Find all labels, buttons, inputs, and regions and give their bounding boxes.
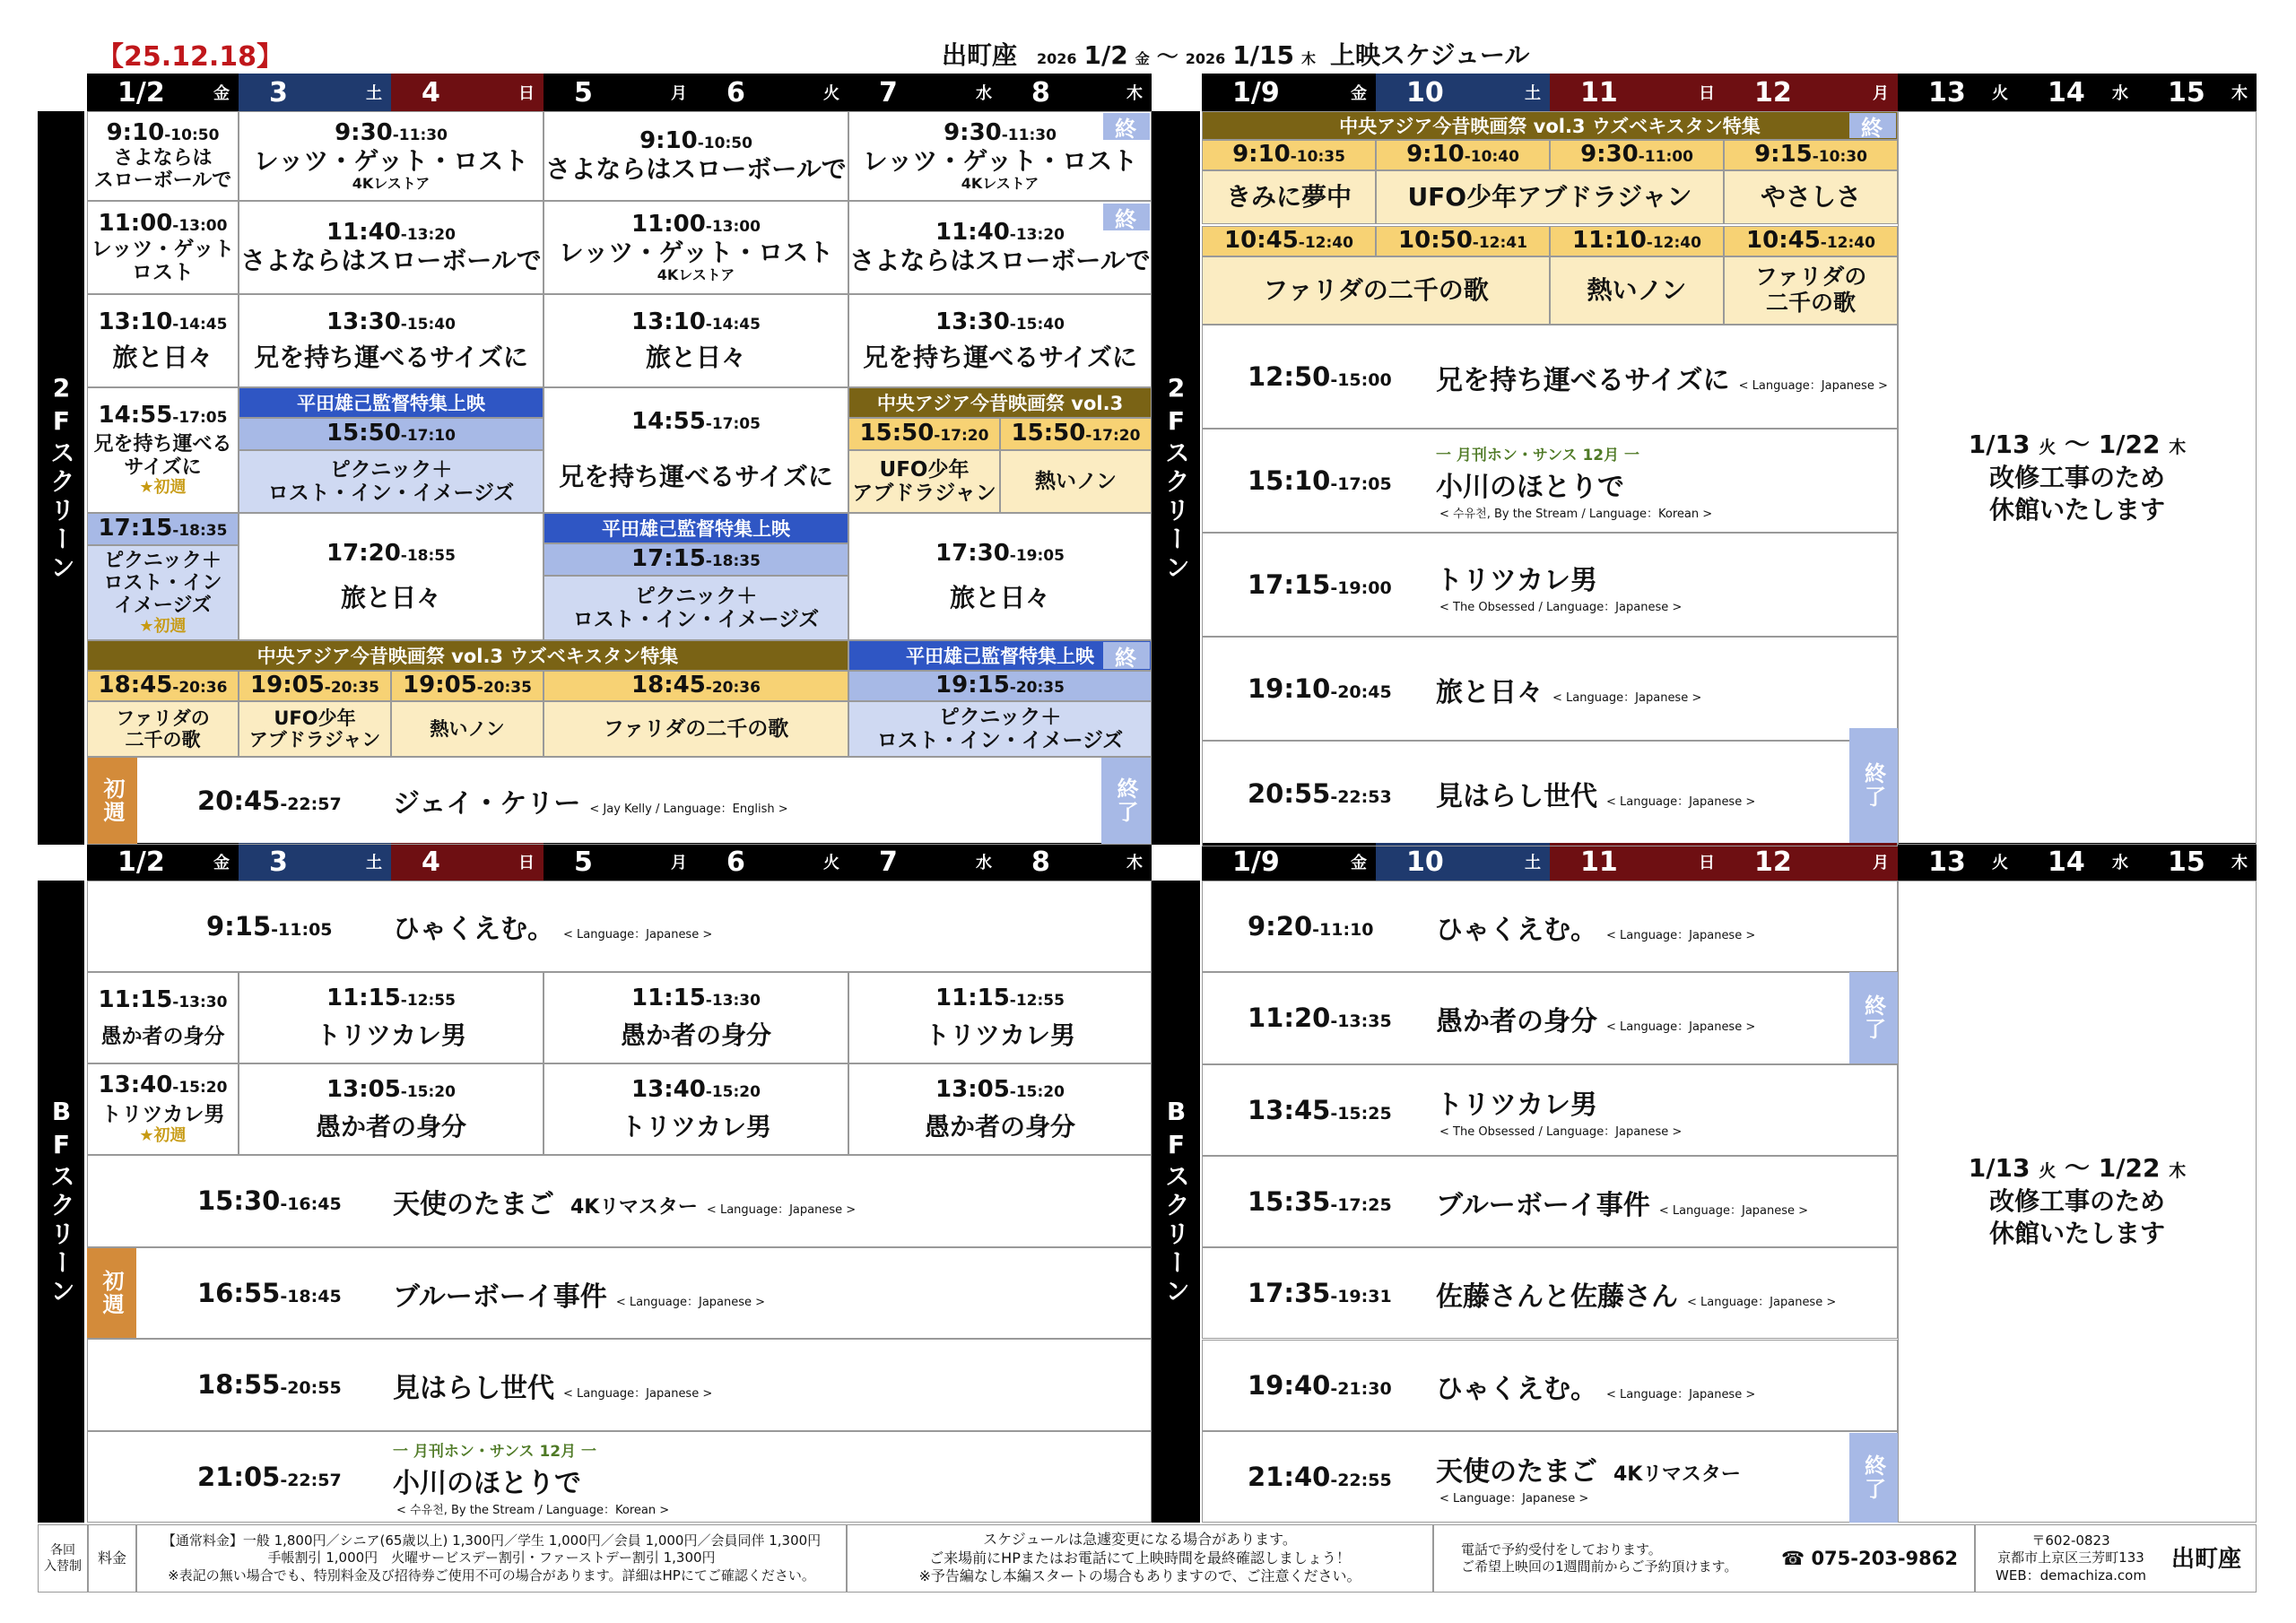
- showing-time: 15:35-17:25: [1248, 1186, 1392, 1218]
- day-header-cell: [1202, 843, 1376, 881]
- showing-cell: [848, 701, 1152, 757]
- showing-time: 17:15-18:35: [87, 513, 239, 545]
- day-header-cell: [544, 74, 696, 111]
- end-badge: 終了: [1849, 972, 1898, 1063]
- showing-cell: きみに夢中: [1202, 170, 1376, 224]
- day-header-cell: [2137, 843, 2257, 881]
- weekday: 木: [1126, 84, 1143, 103]
- showing-cell: [391, 701, 544, 757]
- showing-time: 19:15-20:35: [848, 671, 1152, 701]
- language-note: < The Obsessed / Language：Japanese >: [1439, 1125, 1683, 1140]
- movie-info: [1436, 1065, 1682, 1157]
- showing-time: 18:45-20:36: [544, 671, 848, 701]
- showing-row: [87, 1339, 1152, 1431]
- language-note: < Language：Japanese >: [1606, 795, 1756, 809]
- day-number: 14: [2048, 76, 2085, 108]
- weekday: 火: [823, 854, 839, 872]
- showing-time: 18:45-20:36: [87, 671, 239, 701]
- central-asia-festival-bar: 中央アジア今昔映画祭 vol.3 ウズベキスタン特集: [1202, 111, 1898, 140]
- day-header-cell: [1202, 74, 1376, 111]
- showing-row: [1202, 429, 1898, 533]
- day-header-cell: [1376, 843, 1550, 881]
- hirata-festival-bar: 平田雄己監督特集上映: [848, 640, 1152, 671]
- showing-cell: UFO少年 アブドラジャン: [848, 450, 1000, 513]
- movie-info: [393, 1340, 712, 1432]
- format-label: 4Kリマスター: [570, 1196, 698, 1219]
- day-number: 1/9: [1232, 76, 1280, 108]
- weekday: 金: [213, 84, 230, 103]
- movie-title: 佐藤さんと佐藤さん < Language：Japanese >: [1436, 1281, 1837, 1314]
- showing-row: [1202, 1247, 1898, 1339]
- showing-time: 21:05-22:57: [197, 1461, 342, 1492]
- day-number: 8: [1031, 76, 1050, 108]
- weekday: 火: [1992, 854, 2008, 872]
- weekday: 火: [823, 84, 839, 103]
- day-header-cell: [239, 74, 391, 111]
- day-number: 5: [574, 76, 593, 108]
- language-note: < Language：Japanese >: [1687, 1296, 1837, 1310]
- central-asia-festival-bar: 中央アジア今昔映画祭 vol.3 ウズベキスタン特集: [87, 640, 848, 671]
- showing-row: [87, 1247, 1152, 1340]
- day-header-cell: [1724, 74, 1898, 111]
- movie-title: ファリダの 二千の歌: [116, 707, 210, 751]
- showing-cell: 14:55-17:05 兄を持ち運べるサイズに: [544, 387, 848, 513]
- movie-info: [1436, 1157, 1808, 1248]
- day-number: 10: [1406, 76, 1444, 108]
- language-note: < 수유천, By the Stream / Language：Korean >: [396, 1503, 670, 1517]
- movie-title: 熱いノン: [430, 717, 505, 740]
- showing-time: 10:45-12:40: [1724, 226, 1898, 256]
- weekday: 月: [1873, 854, 1889, 872]
- language-note: < Language：Japanese >: [615, 1295, 766, 1309]
- end-badge: 終了: [1849, 1433, 1898, 1523]
- showing-cell: 13:05-15:20 愚か者の身分: [239, 1063, 544, 1155]
- showing-row: [1202, 1064, 1898, 1156]
- showing-time: 11:10-12:40: [1550, 226, 1724, 256]
- day-header-cell: [848, 74, 1001, 111]
- showing-cell: 17:30-19:05 旅と日々: [848, 513, 1152, 640]
- day-number: 13: [1928, 76, 1966, 108]
- showing-time: 15:50-17:20: [848, 418, 1000, 450]
- movie-title: トリツカレ男: [1436, 564, 1597, 596]
- showing-row: [1202, 741, 1898, 846]
- showing-cell: 11:15-12:55 トリツカレ男: [848, 972, 1152, 1063]
- language-note: < Language：Japanese >: [1738, 379, 1888, 393]
- showing-cell: 11:15-12:55 トリツカレ男: [239, 972, 544, 1063]
- showing-time: 12:50-15:00: [1248, 361, 1392, 392]
- showing-time: 21:40-22:55: [1248, 1461, 1392, 1492]
- movie-title: 兄を持ち運べるサイズに < Language：Japanese >: [1436, 365, 1888, 396]
- showing-time: 9:10-10:40: [1376, 140, 1550, 170]
- showing-cell: 11:40-13:20 さよならはスローボールで: [239, 201, 544, 294]
- showing-time: 9:10-10:35: [1202, 140, 1376, 170]
- day-number: 5: [574, 846, 593, 878]
- movie-info: [1436, 973, 1755, 1064]
- showing-time: 19:40-21:30: [1248, 1369, 1392, 1401]
- date-code: 【25.12.18】: [97, 41, 284, 73]
- movie-info: [393, 1432, 669, 1524]
- showing-row: [1202, 1156, 1898, 1247]
- language-note: < Language：Japanese >: [1606, 929, 1756, 943]
- screen-label-bf-left: BFスクリーン: [38, 881, 84, 1523]
- showing-row: 初週 20:45-22:57 ジェイ・ケリー < Jay Kelly / Language：English > 終了: [87, 757, 1152, 845]
- showing-cell: 14:55-17:05 兄を持ち運べる サイズに ★初週: [87, 387, 239, 513]
- day-number: 10: [1406, 846, 1444, 878]
- end-badge: 終: [1103, 204, 1150, 230]
- language-note: < Language：Japanese >: [1606, 1387, 1756, 1402]
- movie-title: UFO少年 アブドラジャン: [248, 707, 381, 751]
- showing-time: 9:30-11:00: [1550, 140, 1724, 170]
- movie-title: ブルーボーイ事件 < Language：Japanese >: [393, 1280, 766, 1313]
- day-number: 15: [2168, 846, 2205, 878]
- movie-info: [1436, 1248, 1836, 1340]
- showing-row: [87, 1155, 1152, 1247]
- showing-row: [1202, 637, 1898, 741]
- day-number: 3: [269, 846, 288, 878]
- showing-time: 13:45-15:25: [1248, 1094, 1392, 1125]
- showing-time: 17:15-18:35: [544, 543, 848, 576]
- website-link[interactable]: WEB：demachiza.com: [1996, 1567, 2146, 1584]
- closed-notice: 1/13 火 〜 1/22 木 改修工事のため 休館いたします: [1898, 111, 2257, 845]
- movie-title: ひゃくえむ。 < Language：Japanese >: [1436, 1373, 1756, 1405]
- showing-cell: 11:40-13:20 さよならはスローボールで: [848, 201, 1152, 294]
- movie-title: 小川のほとりで: [1436, 472, 1624, 503]
- weekday: 日: [518, 854, 535, 872]
- first-week-badge: 初週: [88, 758, 137, 844]
- day-number: 12: [1754, 76, 1792, 108]
- series-label: 一 月刊ホン・サンス 12月 一: [1436, 447, 1640, 464]
- hirata-festival-bar: 平田雄己監督特集上映: [544, 513, 848, 543]
- day-header-cell: [2017, 74, 2137, 111]
- closed-notice: 1/13 火 〜 1/22 木 改修工事のため 休館いたします: [1898, 881, 2257, 1523]
- day-header-cell: [1550, 74, 1724, 111]
- day-header-cell: [544, 843, 696, 881]
- day-header-cell: [2137, 74, 2257, 111]
- day-number: 13: [1928, 846, 1966, 878]
- showing-cell: 13:05-15:20 愚か者の身分: [848, 1063, 1152, 1155]
- end-badge: 終了: [1101, 758, 1151, 844]
- day-number: 6: [726, 846, 745, 878]
- day-number: 7: [879, 76, 898, 108]
- weekday: 日: [1699, 84, 1715, 103]
- showing-time: 19:05-20:35: [239, 671, 391, 701]
- weekday: 日: [1699, 854, 1715, 872]
- showing-cell: 11:15-13:30 愚か者の身分: [544, 972, 848, 1063]
- first-week-badge: 初週: [87, 1248, 136, 1338]
- showing-cell: 11:00-13:00 レッツ・ゲット ロスト: [87, 201, 239, 294]
- showing-time: 17:15-19:00: [1248, 569, 1392, 600]
- showing-cell: 9:10-10:50 さよならはスローボールで: [544, 111, 848, 201]
- language-note: < Language：Japanese >: [1658, 1204, 1809, 1219]
- footer-price-info: 【通常料金】一般 1,800円／シニア(65歳以上) 1,300円／学生 1,000円／会員 1,000円／会員同伴 1,300円 手帳割引 1,000円 火曜サービスデー割引・ファーストデー割引 1,300円 ※表記の無い場合でも、特別料金及び招待券ご使用不可の場合があります。詳細はHPにてご確認ください。: [136, 1524, 847, 1593]
- showing-cell: UFO少年アブドラジャン: [1376, 170, 1724, 224]
- page-title: 出町座 2026 1/2 金 〜 2026 1/15 木 上映スケジュール: [942, 36, 1529, 72]
- end-badge: 終了: [1849, 728, 1898, 843]
- showing-cell: 17:20-18:55 旅と日々: [239, 513, 544, 640]
- showing-cell: ピクニック＋ ロスト・イン・イメージズ: [239, 450, 544, 513]
- showing-cell: 9:30-11:30 レッツ・ゲット・ロスト 4Kレストア: [848, 111, 1152, 201]
- day-number: 1/9: [1232, 846, 1280, 878]
- format-label: 4Kリマスター: [1613, 1463, 1741, 1487]
- showing-cell: 13:10-14:45 旅と日々: [87, 294, 239, 387]
- language-note: < The Obsessed / Language：Japanese >: [1439, 600, 1683, 614]
- hirata-festival-bar: 平田雄己監督特集上映: [239, 387, 544, 418]
- movie-info: [1436, 638, 1701, 742]
- weekday: 火: [1992, 84, 2008, 103]
- day-header-cell: [1001, 843, 1152, 881]
- footer-reservation: 電話で予約受付をしております。 ご希望上映回の1週間前からご予約頂けます。 ☎ 075-203-9862: [1433, 1524, 1975, 1593]
- movie-title: ピクニック＋ ロスト・イン・イメージズ: [876, 705, 1124, 752]
- day-header-cell: [1898, 843, 2017, 881]
- weekday: 木: [2231, 854, 2248, 872]
- showing-row: [1202, 1340, 1898, 1431]
- screen-label-2f-left: 2Fスクリーン: [38, 111, 84, 845]
- showing-cell: 9:30-11:30 レッツ・ゲット・ロスト 4Kレストア: [239, 111, 544, 201]
- movie-info: [1436, 742, 1755, 846]
- movie-title: 天使のたまご 4Kリマスター < Language：Japanese >: [393, 1189, 857, 1221]
- weekday: 金: [1351, 84, 1367, 103]
- movie-title: ひゃくえむ。 < Language：Japanese >: [1436, 915, 1756, 947]
- showing-cell: ピクニック＋ ロスト・イン イメージズ ★初週: [87, 545, 239, 640]
- showing-time: 9:20-11:10: [1248, 911, 1374, 942]
- showing-row: [1202, 533, 1898, 637]
- showing-time: 16:55-18:45: [197, 1277, 342, 1308]
- showing-cell: 13:30-15:40 兄を持ち運べるサイズに: [848, 294, 1152, 387]
- day-number: 11: [1580, 76, 1618, 108]
- showing-cell: 9:10-10:50 さよならは スローボールで: [87, 111, 239, 201]
- showing-cell: ファリダの二千の歌: [1202, 256, 1550, 325]
- showing-cell: [239, 701, 391, 757]
- footer-schedule-note: スケジュールは急遽変更になる場合があります。 ご来場前にHPまたはお電話にて上映時間を最終確認しましょう！ ※予告編なし本編スタートの場合もありますので、ご注意ください。: [847, 1524, 1433, 1593]
- day-number: 1/2: [117, 76, 165, 108]
- day-number: 12: [1754, 846, 1792, 878]
- showing-row: [1202, 325, 1898, 429]
- showing-cell: 11:00-13:00 レッツ・ゲット・ロスト 4Kレストア: [544, 201, 848, 294]
- showing-cell: ピクニック＋ ロスト・イン・イメージズ: [544, 576, 848, 640]
- movie-title: ブルーボーイ事件 < Language：Japanese >: [1436, 1190, 1809, 1222]
- language-note: < Language：Japanese >: [563, 1387, 713, 1402]
- day-header-cell: [87, 74, 239, 111]
- showing-time: 17:35-19:31: [1248, 1278, 1392, 1309]
- showing-cell: 13:40-15:20 トリツカレ男: [544, 1063, 848, 1155]
- phone-number[interactable]: ☎ 075-203-9862: [1780, 1548, 1958, 1569]
- weekday: 月: [1873, 84, 1889, 103]
- showing-cell: ファリダの 二千の歌: [1724, 256, 1898, 325]
- showing-time: 20:55-22:53: [1248, 778, 1392, 809]
- day-header-cell: [1898, 74, 2017, 111]
- day-header-cell: [1376, 74, 1550, 111]
- showing-time: 15:50-17:10: [239, 418, 544, 450]
- movie-info: [1436, 881, 1755, 973]
- screen-label-2f-right: 2Fスクリーン: [1152, 111, 1200, 845]
- language-note: < Language：Japanese >: [1606, 1020, 1756, 1035]
- movie-info: [1436, 534, 1682, 638]
- day-number: 3: [269, 76, 288, 108]
- showing-row: [1202, 1431, 1898, 1523]
- day-number: 1/2: [117, 846, 165, 878]
- footer-address: 〒602-0823 京都市上京区三芳町133 WEB：demachiza.com 出町座: [1975, 1524, 2257, 1593]
- showing-time: 10:50-12:41: [1376, 226, 1550, 256]
- showing-row: [1202, 881, 1898, 972]
- day-header-cell: [1724, 843, 1898, 881]
- showing-row: [1202, 972, 1898, 1063]
- showing-time: 9:15-10:30: [1724, 140, 1898, 170]
- showing-time: 10:45-12:40: [1202, 226, 1376, 256]
- showing-time: 19:10-20:45: [1248, 673, 1392, 704]
- weekday: 土: [366, 84, 382, 103]
- movie-title: 天使のたまご 4Kリマスター: [1436, 1456, 1741, 1488]
- day-header-cell: [239, 843, 391, 881]
- day-number: 8: [1031, 846, 1050, 878]
- movie-title: 旅と日々 < Language：Japanese >: [1436, 677, 1702, 708]
- showing-time: 19:05-20:35: [391, 671, 544, 701]
- showing-cell: やさしさ: [1724, 170, 1898, 224]
- weekday: 水: [976, 84, 992, 103]
- day-header-cell: [1550, 843, 1724, 881]
- weekday: 金: [1351, 854, 1367, 872]
- movie-info: [1436, 325, 1888, 430]
- day-number: 11: [1580, 846, 1618, 878]
- day-number: 4: [422, 846, 440, 878]
- day-header-cell: [391, 843, 544, 881]
- weekday: 月: [671, 84, 687, 103]
- day-header-cell: [696, 74, 848, 111]
- showing-row: [87, 1431, 1152, 1523]
- day-number: 7: [879, 846, 898, 878]
- weekday: 水: [976, 854, 992, 872]
- showing-cell: 13:30-15:40 兄を持ち運べるサイズに: [239, 294, 544, 387]
- showing-cell: 熱いノン: [1550, 256, 1724, 325]
- movie-info: [393, 1248, 765, 1341]
- language-note: < Language：Japanese >: [706, 1203, 857, 1218]
- series-label: 一 月刊ホン・サンス 12月 一: [393, 1442, 597, 1461]
- screen-label-bf-right: BFスクリーン: [1152, 881, 1200, 1523]
- venue-name: 出町座: [942, 40, 1018, 70]
- movie-info: [1436, 1432, 1741, 1523]
- central-asia-festival-bar: 中央アジア今昔映画祭 vol.3: [848, 387, 1152, 418]
- showing-time: 15:30-16:45: [197, 1185, 342, 1217]
- day-number: 6: [726, 76, 745, 108]
- showing-cell: [544, 701, 848, 757]
- footer-price-label: 料金: [88, 1524, 136, 1593]
- weekday: 木: [2231, 84, 2248, 103]
- movie-title: 見はらし世代 < Language：Japanese >: [393, 1373, 713, 1405]
- showing-time: 15:50-17:20: [1000, 418, 1152, 450]
- day-number: 14: [2048, 846, 2085, 878]
- language-note: < 수유천, By the Stream / Language：Korean >: [1439, 508, 1713, 521]
- movie-title: 見はらし世代 < Language：Japanese >: [1436, 781, 1756, 812]
- movie-info: [1436, 430, 1712, 534]
- day-number: 4: [422, 76, 440, 108]
- weekday: 土: [366, 854, 382, 872]
- showing-row: 9:15-11:05 ひゃくえむ。 < Language：Japanese >: [87, 881, 1152, 972]
- language-note: < Language：Japanese >: [1552, 691, 1702, 705]
- movie-title: ファリダの二千の歌: [603, 716, 789, 741]
- day-header-cell: [1001, 74, 1152, 111]
- day-header-cell: [848, 843, 1001, 881]
- weekday: 月: [671, 854, 687, 872]
- weekday: 土: [1525, 854, 1541, 872]
- weekday: 水: [2112, 84, 2128, 103]
- showing-cell: 13:40-15:20 トリツカレ男 ★初週: [87, 1063, 239, 1155]
- movie-info: [393, 1156, 856, 1248]
- showing-cell: 11:15-13:30 愚か者の身分: [87, 972, 239, 1063]
- movie-title: 小川のほとりで: [393, 1467, 581, 1499]
- end-badge: 終: [1103, 642, 1150, 669]
- day-number: 15: [2168, 76, 2205, 108]
- movie-title: 愚か者の身分 < Language：Japanese >: [1436, 1006, 1756, 1038]
- weekday: 土: [1525, 84, 1541, 103]
- day-header-cell: [87, 843, 239, 881]
- footer-replace-note: 各回 入替制: [38, 1524, 88, 1593]
- movie-title: トリツカレ男: [1436, 1089, 1597, 1122]
- weekday: 木: [1126, 854, 1143, 872]
- showing-time: 11:20-13:35: [1248, 1002, 1392, 1034]
- showing-cell: [87, 701, 239, 757]
- day-header-cell: [391, 74, 544, 111]
- weekday: 日: [518, 84, 535, 103]
- language-note: < Language：Japanese >: [1439, 1492, 1589, 1506]
- day-header-cell: [2017, 843, 2137, 881]
- weekday: 水: [2112, 854, 2128, 872]
- showing-cell: 熱いノン: [1000, 450, 1152, 513]
- end-badge: 終: [1103, 113, 1150, 140]
- weekday: 金: [213, 854, 230, 872]
- day-header-cell: [696, 843, 848, 881]
- end-badge: 終: [1849, 113, 1896, 138]
- showing-time: 15:10-17:05: [1248, 465, 1392, 496]
- showing-time: 18:55-20:55: [197, 1369, 342, 1401]
- venue-logo: 出町座: [2170, 1546, 2241, 1573]
- showing-cell: 13:10-14:45 旅と日々: [544, 294, 848, 387]
- movie-info: [1436, 1341, 1755, 1432]
